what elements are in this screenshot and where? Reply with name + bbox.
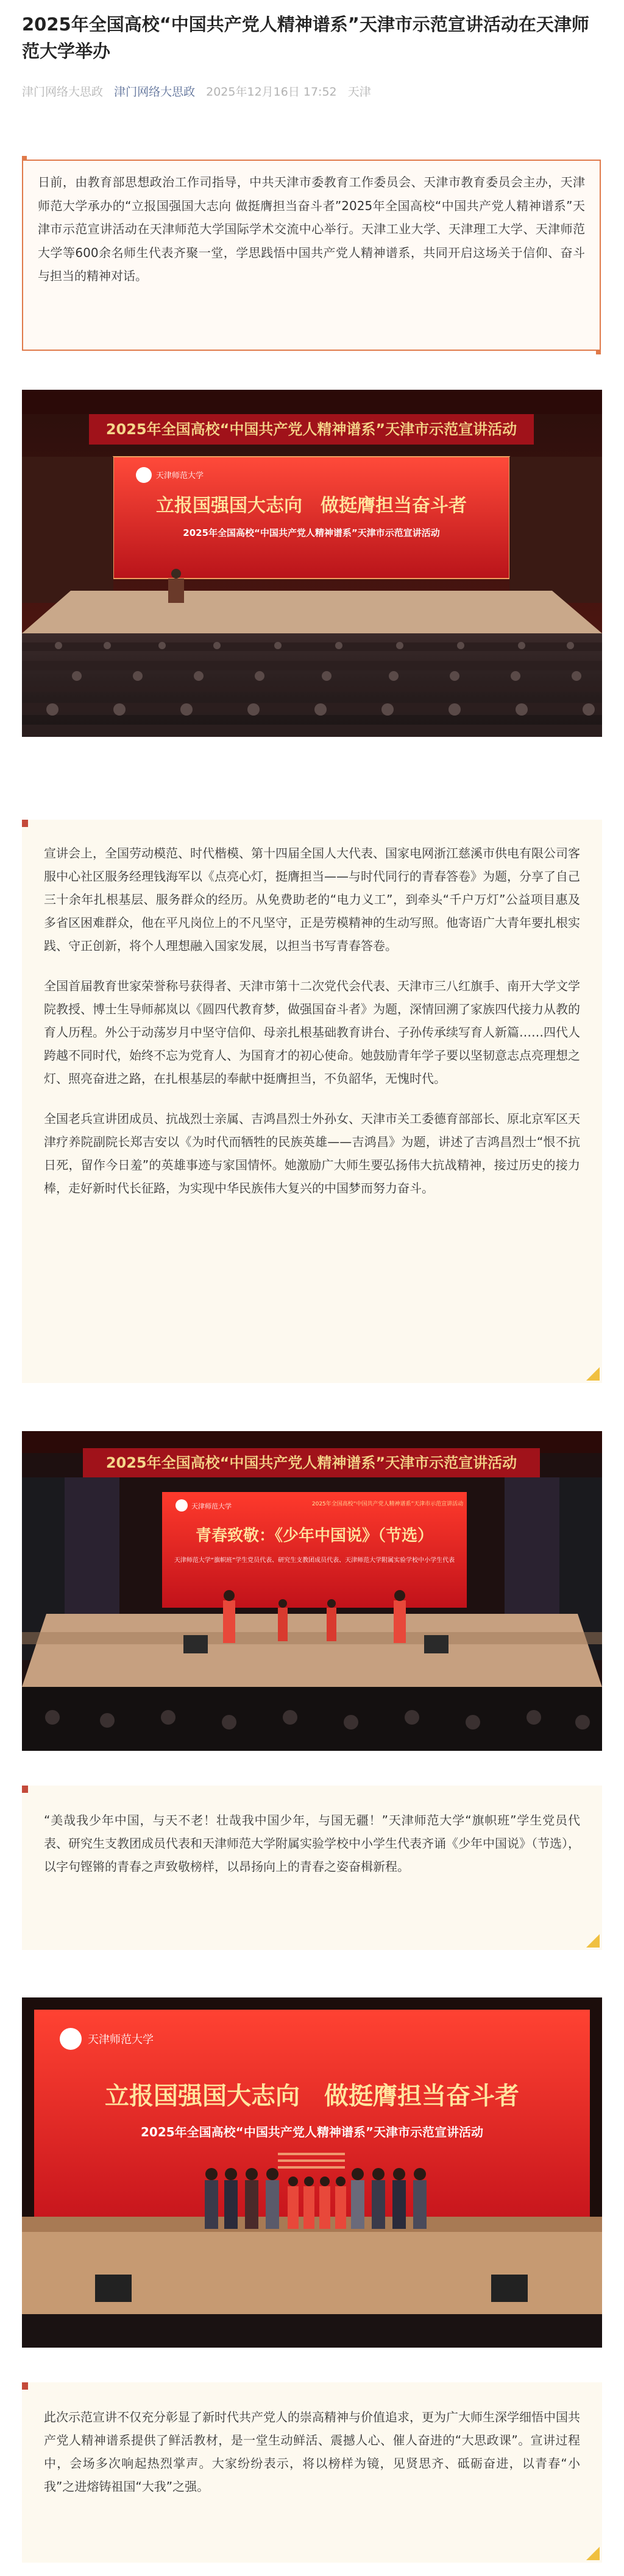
recitation-box bbox=[22, 1786, 602, 1950]
box-corner-mark bbox=[22, 1786, 28, 1793]
speech-content-box bbox=[22, 820, 602, 1383]
summary-text: 日前，由教育部思想政治工作司指导，中共天津市委教育工作委员会、天津市教育委员会主办，天津师范大学承办的“立报国强国大志向 做挺膺担当奋斗者”2025年全国高校“中国共产党人精神谱系”天津市示范宣讲活动在天津师范大学国际学术交流中心举行。天津工业大学、天津理工大学、天津师范大学等600余名师生代表齐聚一堂，学思践悟中国共产党人精神谱系，共同开启这场关于信仰、奋斗与担当的精神对话。 bbox=[38, 175, 585, 283]
speech-paragraph-3: 全国老兵宣讲团成员、抗战烈士亲属、吉鸿昌烈士外孙女、天津市关工委德育部部长、原北京军区天津疗养院副院长郑吉安以《为时代而牺牲的民族英雄——吉鸿昌》为题，讲述了吉鸿昌烈士“恨不抗日死，留作今日羞”的英雄事迹与家国情怀。她激励广大师生要弘扬伟大抗战精神，接过历史的接力棒，走好新时代长征路，为实现中华民族伟大复兴的中国梦而努力奋斗。 bbox=[44, 1111, 580, 1195]
photo1-school: 天津师范大学 bbox=[156, 471, 204, 480]
conclusion-paragraph: 此次示范宣讲不仅充分彰显了新时代共产党人的崇高精神与价值追求，更为广大师生深学细悟中国共产党人精神谱系提供了鲜活教材，是一堂生动鲜活、震撼人心、催人奋进的“大思政课”。宣讲过程中，会场多次响起热烈掌声。大家纷纷表示，将以榜样为镜，见贤思齐、砥砺奋进，以青春“小我”之进熔铸祖国“大我”之强。 bbox=[44, 2410, 580, 2494]
conclusion-box bbox=[22, 2382, 602, 2563]
summary-box bbox=[22, 160, 601, 351]
account-link[interactable]: 津门网络大思政 bbox=[114, 85, 196, 99]
photo2-screen-small: 2025年全国高校“中国共产党人精神谱系”天津市示范宣讲活动 bbox=[311, 1501, 464, 1507]
event-photo-2[interactable] bbox=[22, 1431, 602, 1751]
box-corner-mark bbox=[22, 820, 28, 827]
article-meta bbox=[22, 83, 378, 99]
publish-datetime: 2025年12月16日 17:52 bbox=[206, 85, 337, 99]
photo1-slogan: 立报国强国大志向 做挺膺担当奋斗者 bbox=[156, 495, 467, 516]
school-logo-icon bbox=[60, 2028, 82, 2050]
article-title: 2025年全国高校“中国共产党人精神谱系”天津市示范宣讲活动在天津师范大学举办 bbox=[22, 14, 589, 62]
recitation-paragraph: “美哉我少年中国，与天不老！壮哉我中国少年，与国无疆！”天津师范大学“旗帜班”学生党员代表、研究生支教团成员代表和天津师范大学附属实验学校中小学生代表齐诵《少年中国说》（节选），以字句铿锵的青春之声致敬榜样，以昂扬向上的青春之姿奋楫新程。 bbox=[44, 1813, 580, 1874]
school-logo-icon bbox=[136, 467, 152, 483]
publish-location: 天津 bbox=[347, 85, 371, 99]
event-photo-3[interactable] bbox=[22, 1997, 602, 2348]
photo2-school: 天津师范大学 bbox=[191, 1502, 232, 1510]
photo2-screen-title: 青春致敬：《少年中国说》（节选） bbox=[195, 1527, 434, 1545]
photo1-banner: 2025年全国高校“中国共产党人精神谱系”天津市示范宣讲活动 bbox=[105, 421, 517, 438]
box-corner-triangle bbox=[586, 2547, 600, 2560]
photo1-event: 2025年全国高校“中国共产党人精神谱系”天津市示范宣讲活动 bbox=[183, 527, 440, 538]
box-corner-triangle bbox=[586, 1367, 600, 1381]
event-photo-1[interactable] bbox=[22, 390, 602, 737]
speech-paragraph-2: 全国首届教育世家荣誉称号获得者、天津市第十二次党代会代表、天津市三八红旗手、南开大学文学院教授、博士生导师郝岚以《圆四代教育梦，做强国奋斗者》为题，深情回溯了家族四代接力从教的育人历程。外公于动荡岁月中坚守信仰、母亲扎根基础教育讲台、子孙传承续写育人新篇……四代人跨越不同时代，始终不忘为党育人、为国育才的初心使命。她鼓励青年学子要以坚韧意志点亮理想之灯、照亮奋进之路，在扎根基层的奉献中挺膺担当，不负韶华，无愧时代。 bbox=[44, 979, 580, 1086]
speech-paragraph-1: 宣讲会上，全国劳动模范、时代楷模、第十四届全国人大代表、国家电网浙江慈溪市供电有限公司客服中心社区服务经理钱海军以《点亮心灯，挺膺担当——与时代同行的青春答卷》为题，分享了自己三十余年扎根基层、服务群众的经历。从免费助老的“电力义工”，到牵头“千户万灯”公益项目惠及多省区困难群众，他在平凡岗位上的不凡坚守，正是劳模精神的生动写照。他寄语广大青年要扎根实践、守正创新，将个人理想融入国家发展，以担当书写青春答卷。 bbox=[44, 846, 580, 953]
box-corner-triangle bbox=[586, 1934, 600, 1948]
photo3-school: 天津师范大学 bbox=[88, 2033, 154, 2046]
photo2-screen-lines: 天津师范大学“旗帜班”学生党员代表、研究生支教团成员代表、天津师范大学附属实验学校中小学生代表 bbox=[174, 1557, 455, 1564]
school-logo-icon bbox=[176, 1499, 188, 1511]
photo3-slogan: 立报国强国大志向 做挺膺担当奋斗者 bbox=[105, 2082, 519, 2110]
photo3-event: 2025年全国高校“中国共产党人精神谱系”天津市示范宣讲活动 bbox=[141, 2125, 483, 2139]
photo2-banner: 2025年全国高校“中国共产党人精神谱系”天津市示范宣讲活动 bbox=[105, 1454, 517, 1471]
source-name: 津门网络大思政 bbox=[22, 85, 104, 99]
box-corner-mark bbox=[22, 2382, 28, 2390]
